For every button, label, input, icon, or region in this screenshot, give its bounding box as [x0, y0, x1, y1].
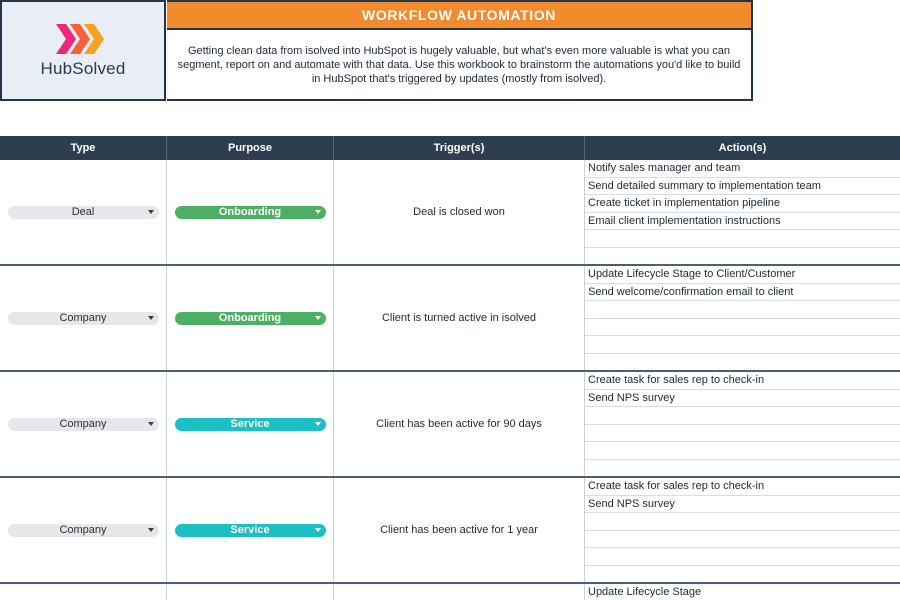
- action-item[interactable]: Create ticket in implementation pipeline: [585, 195, 900, 213]
- caret-down-icon: [148, 422, 154, 426]
- action-item[interactable]: [585, 301, 900, 319]
- action-item[interactable]: [585, 230, 900, 248]
- purpose-value: Service: [230, 418, 270, 430]
- caret-down-icon: [148, 210, 154, 214]
- purpose-dropdown[interactable]: [175, 524, 326, 537]
- action-item[interactable]: Send NPS survey: [585, 390, 900, 408]
- table-row: [0, 160, 900, 266]
- purpose-dropdown[interactable]: [175, 418, 326, 431]
- caret-down-icon: [315, 528, 321, 532]
- table-row: [0, 372, 900, 478]
- actions-cell: [585, 584, 900, 600]
- trigger-text: Deal is closed won: [413, 206, 505, 218]
- type-dropdown[interactable]: [8, 524, 159, 537]
- action-item[interactable]: [585, 319, 900, 337]
- caret-down-icon: [148, 528, 154, 532]
- actions-cell: [585, 372, 900, 476]
- action-item[interactable]: [585, 407, 900, 425]
- action-item[interactable]: [585, 460, 900, 478]
- purpose-cell[interactable]: [167, 584, 334, 600]
- purpose-value: Onboarding: [218, 312, 282, 324]
- hubsolved-logo-icon: [56, 22, 116, 56]
- table-row: [0, 584, 900, 600]
- type-cell[interactable]: [0, 160, 167, 264]
- table-row: [0, 478, 900, 584]
- type-dropdown[interactable]: [8, 418, 159, 431]
- purpose-dropdown[interactable]: [175, 206, 326, 219]
- action-item[interactable]: Send NPS survey: [585, 496, 900, 514]
- brand-name: HubSolved: [40, 59, 126, 78]
- action-item[interactable]: Update Lifecycle Stage to Client/Customer: [585, 266, 900, 284]
- action-item[interactable]: [585, 354, 900, 372]
- trigger-cell[interactable]: [334, 160, 585, 264]
- type-value: Deal: [71, 206, 95, 218]
- action-item[interactable]: Email client implementation instructions: [585, 213, 900, 231]
- type-value: Company: [59, 418, 107, 430]
- trigger-text: Client has been active for 90 days: [376, 418, 542, 430]
- table-row: [0, 266, 900, 372]
- action-item[interactable]: Notify sales manager and team: [585, 160, 900, 178]
- action-item[interactable]: Update Lifecycle Stage: [585, 584, 900, 600]
- page-title: WORKFLOW AUTOMATION: [167, 0, 753, 30]
- purpose-value: Onboarding: [218, 206, 282, 218]
- trigger-cell[interactable]: [334, 372, 585, 476]
- trigger-cell[interactable]: [334, 478, 585, 582]
- purpose-cell[interactable]: [167, 478, 334, 582]
- action-item[interactable]: [585, 513, 900, 531]
- type-dropdown[interactable]: [8, 206, 159, 219]
- purpose-value: Service: [230, 524, 270, 536]
- caret-down-icon: [315, 210, 321, 214]
- purpose-cell[interactable]: [167, 160, 334, 264]
- column-header-actions: Action(s): [718, 142, 767, 154]
- caret-down-icon: [315, 316, 321, 320]
- workflow-table: [0, 136, 900, 600]
- caret-down-icon: [148, 316, 154, 320]
- logo-panel: [0, 0, 166, 101]
- action-item[interactable]: Send detailed summary to implementation team: [585, 178, 900, 196]
- trigger-cell[interactable]: [334, 266, 585, 370]
- type-cell[interactable]: [0, 478, 167, 582]
- caret-down-icon: [315, 422, 321, 426]
- action-item[interactable]: [585, 531, 900, 549]
- trigger-text: Client has been active for 1 year: [380, 524, 538, 536]
- trigger-text: Client is turned active in isolved: [381, 312, 537, 324]
- type-value: Company: [59, 312, 107, 324]
- action-item[interactable]: [585, 248, 900, 266]
- actions-cell: [585, 478, 900, 582]
- action-item[interactable]: [585, 548, 900, 566]
- purpose-dropdown[interactable]: [175, 312, 326, 325]
- action-item[interactable]: Create task for sales rep to check-in: [585, 372, 900, 390]
- table-header: [0, 136, 900, 160]
- column-header-purpose: Purpose: [167, 136, 334, 160]
- page-description: Getting clean data from isolved into HubSpot is hugely valuable, but what's even more valuable is what you can segment, report on and automate with that data. Use this workbook to brainstorm the automations you'd like to build in HubSpot that's triggered by updates (mostly from isolved).: [167, 30, 753, 101]
- action-item[interactable]: [585, 442, 900, 460]
- type-cell[interactable]: [0, 266, 167, 370]
- action-item[interactable]: Create task for sales rep to check-in: [585, 478, 900, 496]
- action-item[interactable]: Send welcome/confirmation email to client: [585, 284, 900, 302]
- actions-cell: [585, 266, 900, 370]
- action-item[interactable]: [585, 336, 900, 354]
- type-value: Company: [59, 524, 107, 536]
- type-cell[interactable]: [0, 584, 167, 600]
- action-item[interactable]: [585, 425, 900, 443]
- type-cell[interactable]: [0, 372, 167, 476]
- trigger-cell[interactable]: [334, 584, 585, 600]
- column-header-type: Type: [0, 136, 167, 160]
- type-dropdown[interactable]: [8, 312, 159, 325]
- purpose-cell[interactable]: [167, 372, 334, 476]
- column-header-triggers: Trigger(s): [334, 136, 585, 160]
- table-body: [0, 160, 900, 600]
- actions-cell: [585, 160, 900, 264]
- purpose-cell[interactable]: [167, 266, 334, 370]
- action-item[interactable]: [585, 566, 900, 584]
